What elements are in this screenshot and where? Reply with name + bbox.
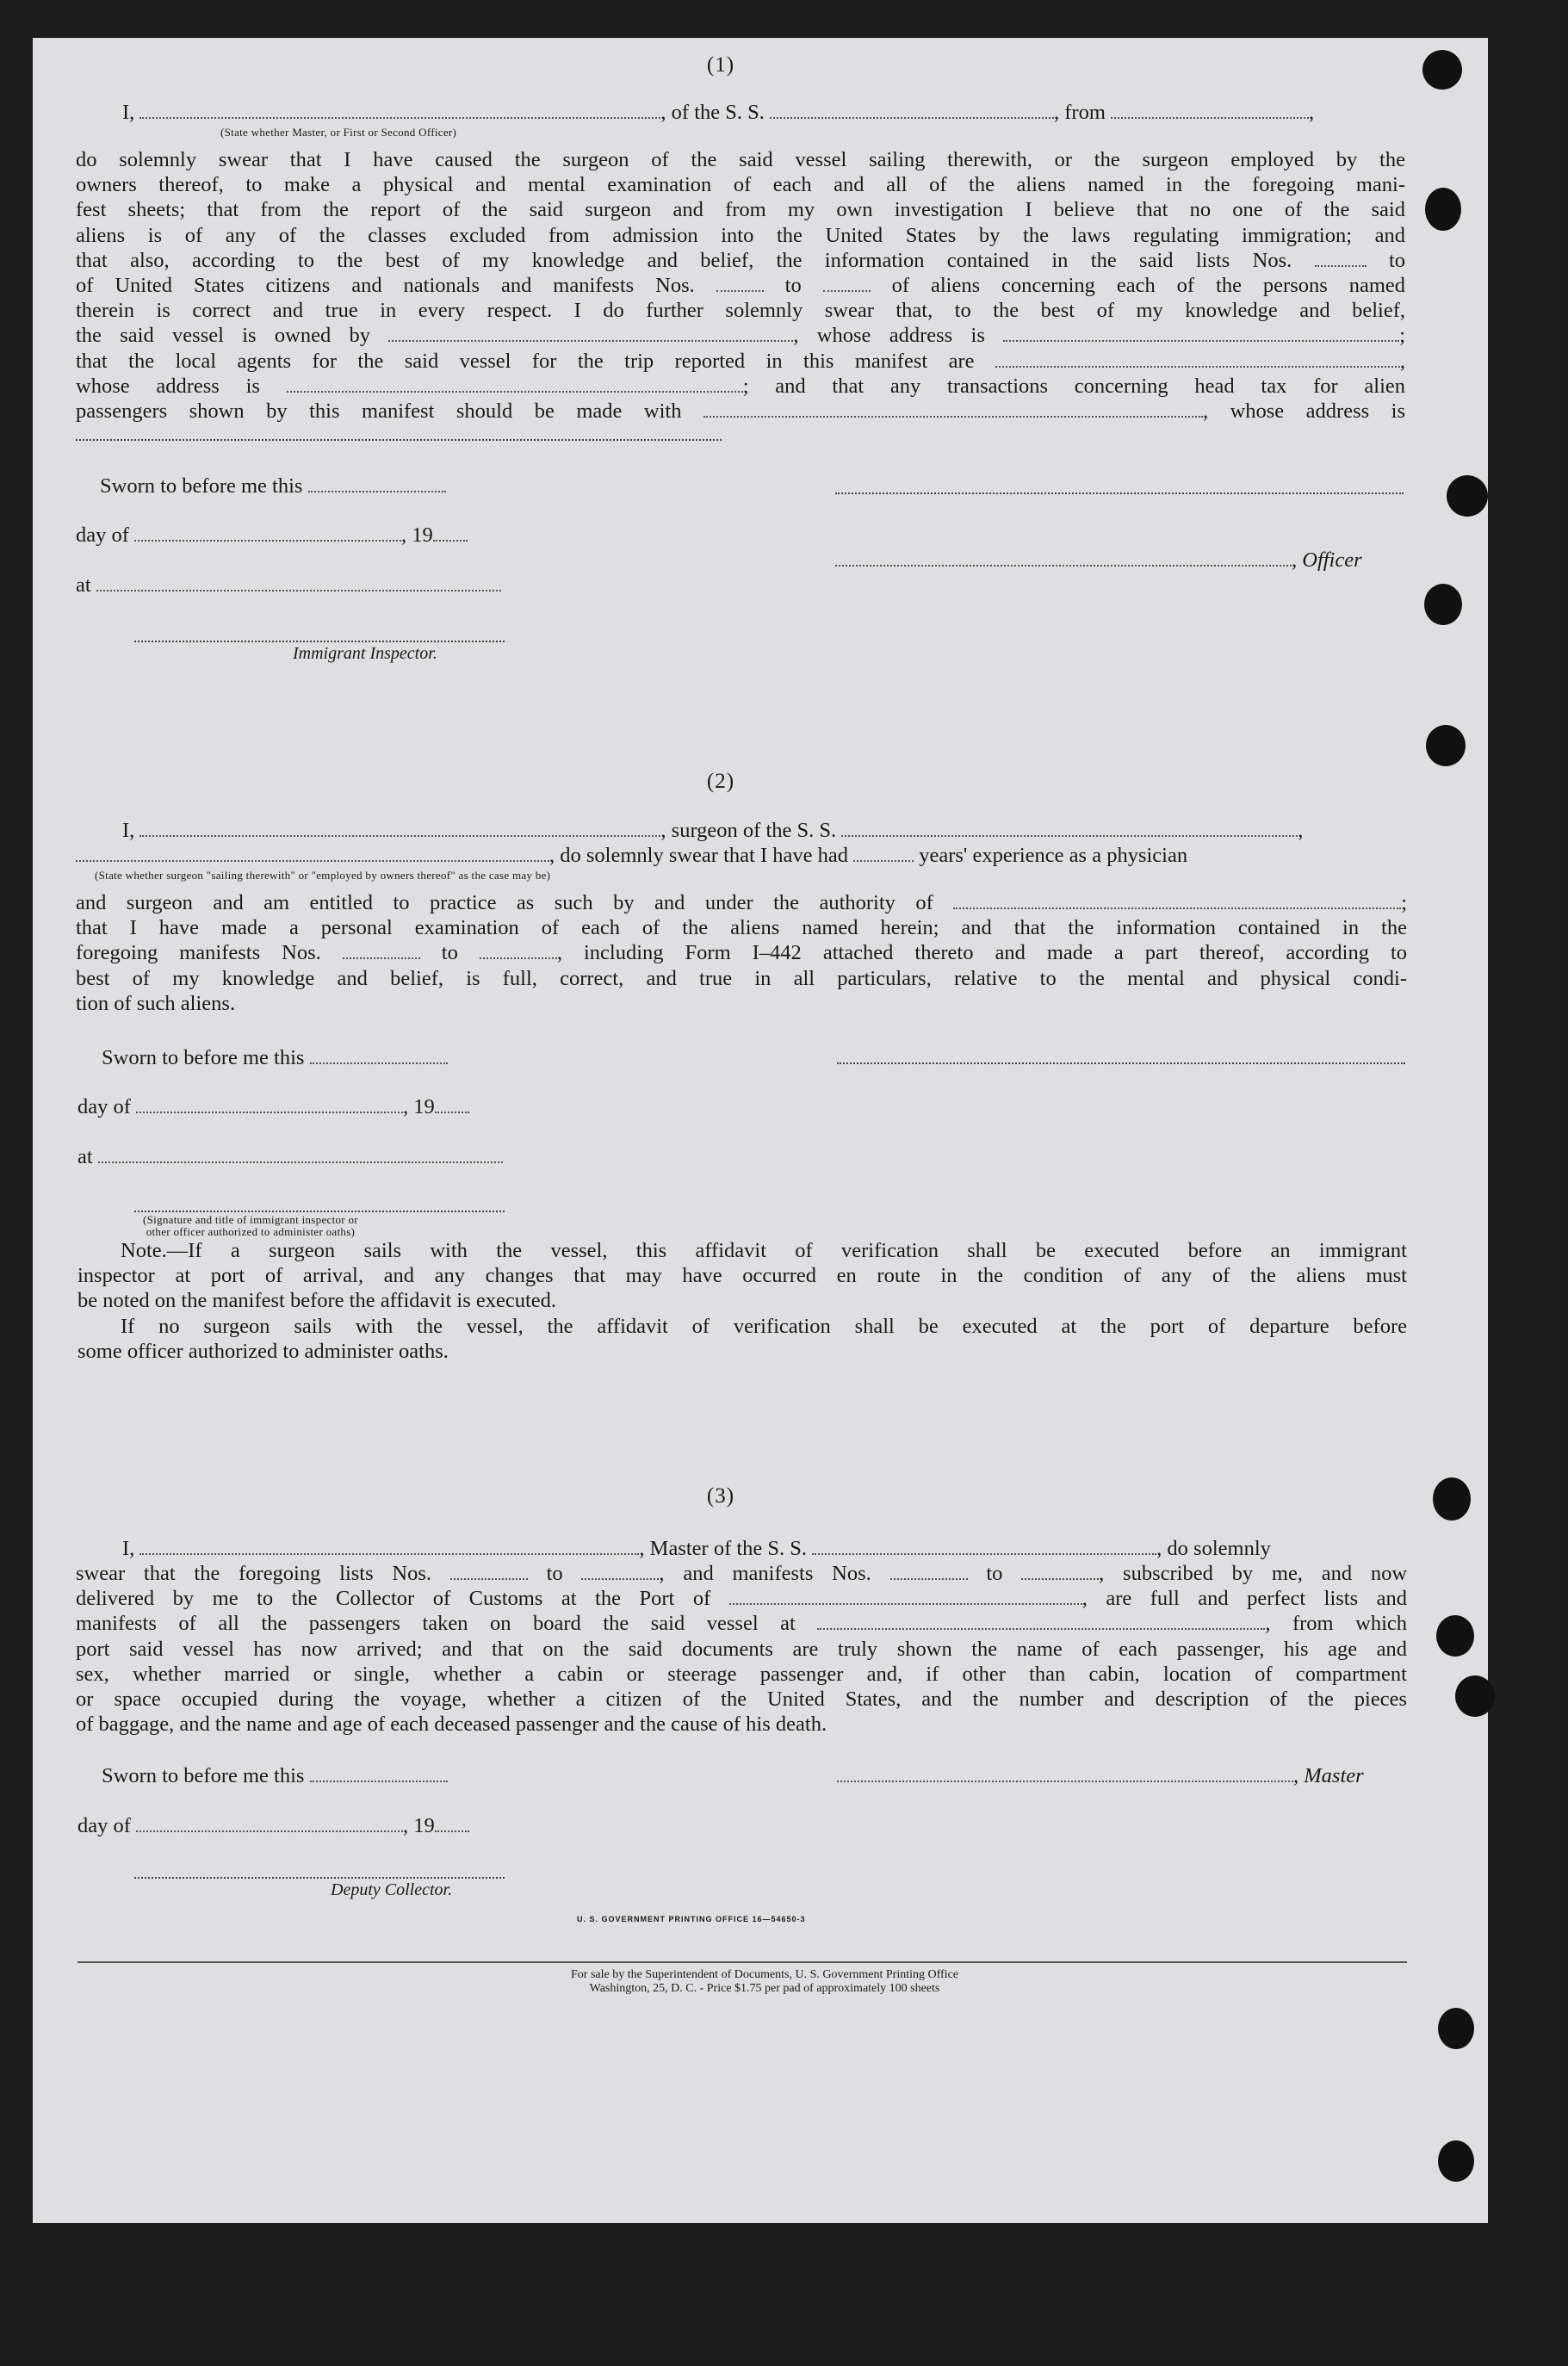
s2-vessel-field[interactable] xyxy=(841,820,1298,837)
s3-line1 xyxy=(122,1536,1271,1561)
s2-manifest-from-field[interactable] xyxy=(343,942,420,959)
s2-sworn-date-field[interactable] xyxy=(310,1047,448,1064)
text: delivered by me to the Collector of Customs at the Port of xyxy=(76,1587,711,1611)
footer-divider xyxy=(77,1961,1407,1963)
punch-hole xyxy=(1436,1615,1474,1657)
note-line: If no surgeon sails with the vessel, the affidavit of verification shall be executed at the port of departure before xyxy=(121,1314,1407,1338)
s1-body xyxy=(76,147,1405,424)
text: Washington, 25, D. C. - Price $1.75 per pad of approximately 100 sheets xyxy=(589,1982,940,1995)
s3-lists-line xyxy=(76,1561,1407,1586)
s2-surgeon-note: (State whether surgeon "sailing therewith" or "employed by owners thereof" as the case may be) xyxy=(95,869,551,882)
text: , Master of the S. S. xyxy=(639,1537,808,1560)
s3-vessel-field[interactable] xyxy=(812,1538,1156,1555)
text: , subscribed by me, and now xyxy=(1099,1562,1408,1585)
text: , whose address is xyxy=(1202,399,1405,424)
s3-manifest-from-field[interactable] xyxy=(890,1563,968,1580)
s2-body-line: that I have made a personal examination of each of the aliens named herein; and that the information contained in the xyxy=(76,916,1407,940)
text: , whose address is xyxy=(793,324,985,348)
text: manifests of all the passengers taken on board the said vessel at xyxy=(76,1612,796,1636)
s3-master xyxy=(837,1763,1364,1788)
label-to: to xyxy=(784,274,802,298)
s1-officer xyxy=(835,548,1362,573)
label-i: I, xyxy=(122,101,135,124)
label-to: to xyxy=(546,1562,563,1585)
punch-hole xyxy=(1433,1477,1471,1521)
punch-hole xyxy=(1425,188,1461,231)
s3-body xyxy=(76,1561,1407,1737)
document-page xyxy=(33,38,1488,2223)
text: , Officer xyxy=(1292,548,1362,572)
s3-port-line xyxy=(76,1586,1407,1611)
s2-body-line: best of my knowledge and belief, is full, correct, and true in all particulars, relative to the mental and physical condi- xyxy=(76,966,1407,990)
s2-body xyxy=(76,890,1407,1016)
deputy-signature-line[interactable] xyxy=(134,1877,505,1879)
s3-manifest-to-field[interactable] xyxy=(1021,1563,1099,1580)
text: (Signature and title of immigrant inspector or xyxy=(143,1213,358,1226)
s3-day xyxy=(77,1813,469,1838)
list-no-from-field[interactable] xyxy=(1315,250,1367,267)
s2-inspector-signature-line[interactable] xyxy=(134,1211,505,1212)
s2-manifest-to-field[interactable] xyxy=(480,942,557,959)
section-number-2: (2) xyxy=(706,770,735,793)
s3-year-field[interactable] xyxy=(435,1815,469,1832)
s2-body-authority: and surgeon and am entitled to practice as such by and under the authority of ; xyxy=(76,891,1407,914)
note-line: be noted on the manifest before the affidavit is executed. xyxy=(77,1289,557,1313)
text: swear that the foregoing lists Nos. xyxy=(76,1562,432,1585)
agents-address-field[interactable] xyxy=(287,375,743,393)
s2-line2 xyxy=(76,843,1187,868)
s1-officer-note: (State whether Master, or First or Second Officer) xyxy=(220,126,457,139)
s2-day-month-field[interactable] xyxy=(136,1096,403,1113)
s2-year-field[interactable] xyxy=(435,1096,469,1113)
s2-at-place-field[interactable] xyxy=(98,1146,503,1163)
s1-body-line: do solemnly swear that I have caused the surgeon of the said vessel sailing therewith, or the surgeon employed by the xyxy=(76,148,1405,171)
headtax-address-field[interactable] xyxy=(76,439,722,441)
s3-body-line: sex, whether married or single, whether a cabin or steerage passenger and, if other than cabin, location of compartment xyxy=(76,1662,1407,1686)
manifest-no-from-field[interactable] xyxy=(716,275,764,292)
s1-day xyxy=(76,523,468,548)
label-to: to xyxy=(1388,248,1406,272)
s1-body-line-manifests xyxy=(76,273,1405,298)
text: , are full and perfect lists and xyxy=(1081,1587,1407,1611)
s2-sig-note xyxy=(143,1214,358,1238)
agents-field[interactable] xyxy=(995,350,1400,368)
inspector-label: Immigrant Inspector. xyxy=(293,644,437,663)
note-line: some officer authorized to administer oaths. xyxy=(77,1339,449,1363)
note-line: Note.—If a surgeon sails with the vessel, this affidavit of verification shall be executed before an immigrant xyxy=(121,1239,1407,1262)
at-place-field[interactable] xyxy=(96,574,501,592)
text: whose address is xyxy=(76,374,260,398)
s1-body-line-address xyxy=(76,374,1405,399)
officer-field[interactable] xyxy=(835,549,1292,567)
headtax-agent-field[interactable] xyxy=(703,400,1203,418)
text: of aliens concerning each of the persons named xyxy=(891,274,1406,298)
s3-body-line: of baggage, and the name and age of each deceased passenger and the cause of his death. xyxy=(76,1713,827,1737)
surgeon-name-field[interactable] xyxy=(139,820,660,837)
s2-note xyxy=(77,1238,1407,1364)
text: Sworn to before me this xyxy=(102,1046,305,1069)
text: , do solemnly xyxy=(1156,1537,1271,1560)
text: at xyxy=(77,1145,93,1168)
text: , surgeon of the S. S. xyxy=(660,819,837,842)
deputy-label: Deputy Collector. xyxy=(331,1880,453,1899)
punch-hole xyxy=(1426,725,1466,766)
label-from: , from xyxy=(1054,101,1106,124)
comma: , xyxy=(1309,101,1315,124)
s1-line1 xyxy=(122,100,1314,125)
text: the said vessel is owned by xyxy=(76,324,371,348)
s3-sworn-date-field[interactable] xyxy=(310,1765,448,1782)
s2-signature-line[interactable] xyxy=(837,1062,1405,1064)
text: , including Form I–442 attached thereto and made a part thereof, according to xyxy=(556,941,1408,965)
s2-line1: I, , surgeon of the S. S. , xyxy=(122,819,1304,842)
s1-body-line-headtax xyxy=(76,399,1405,424)
punch-hole xyxy=(1438,2140,1474,2182)
punch-hole xyxy=(1438,2008,1474,2049)
s3-sworn xyxy=(102,1763,448,1788)
s1-sworn xyxy=(100,474,446,499)
owner-address-field[interactable] xyxy=(1003,325,1399,342)
text: that the local agents for the said vessel for the trip reported in this manifest are xyxy=(76,349,975,373)
label-to: to xyxy=(441,941,458,965)
master-name-field[interactable] xyxy=(139,1538,639,1555)
text: , from which xyxy=(1265,1612,1407,1636)
text: foregoing manifests Nos. xyxy=(76,941,321,965)
s1-body-line: fest sheets; that from the report of the said surgeon and from my own investigation I believe that no one of the said xyxy=(76,198,1405,222)
label-i: I, xyxy=(122,1537,135,1560)
s1-at xyxy=(76,573,501,598)
vessel-field[interactable] xyxy=(770,102,1054,119)
text: , do solemnly swear that I have had xyxy=(549,844,848,867)
s3-body-line: port said vessel has now arrived; and that on the said documents are truly shown the name of each passenger, his age and xyxy=(76,1637,1407,1661)
text: passengers shown by this manifest should be made with xyxy=(76,399,682,424)
boarding-port-field[interactable] xyxy=(817,1613,1265,1630)
label-i: I, xyxy=(122,819,135,842)
text: of United States citizens and nationals and manifests Nos. xyxy=(76,274,695,298)
authority-field[interactable] xyxy=(953,892,1401,909)
gpo-line: U. S. GOVERNMENT PRINTING OFFICE 16—54650-3 xyxy=(577,1915,806,1923)
punch-hole xyxy=(1447,475,1488,517)
year-field[interactable] xyxy=(433,524,468,542)
text: ; and that any transactions concerning head tax for alien xyxy=(742,374,1406,398)
text: day of xyxy=(76,523,129,547)
name-field[interactable] xyxy=(139,102,660,119)
inspector-signature-line[interactable] xyxy=(134,641,505,642)
label-to: to xyxy=(986,1562,1003,1585)
text: that also, according to the best of my knowledge and belief, the information contained in the said lists Nos. xyxy=(76,248,1292,272)
s1-body-line: therein is correct and true in every respect. I do further solemnly swear that, to the best of my knowledge and belief, xyxy=(76,299,1405,323)
from-field[interactable] xyxy=(1111,102,1309,119)
port-field[interactable] xyxy=(729,1588,1082,1605)
master-signature-field[interactable] xyxy=(837,1765,1293,1782)
note-line: inspector at port of arrival, and any changes that may have occurred en route in the condition of any of the aliens must xyxy=(77,1264,1407,1288)
s3-lists-to-field[interactable] xyxy=(581,1563,659,1580)
s1-body-line: owners thereof, to make a physical and mental examination of each and all of the aliens named in the foregoing mani- xyxy=(76,173,1405,197)
manifest-no-to-field[interactable] xyxy=(823,275,871,292)
text: , and manifests Nos. xyxy=(659,1562,871,1585)
owner-field[interactable] xyxy=(388,325,793,342)
surgeon-type-field[interactable] xyxy=(76,845,549,862)
s2-at xyxy=(77,1144,503,1169)
text: , 19 xyxy=(403,1814,435,1837)
s2-body-manifests xyxy=(76,940,1407,965)
text: other officer authorized to administer oaths) xyxy=(146,1225,356,1238)
label-of-ss: , of the S. S. xyxy=(660,101,765,124)
day-month-field[interactable] xyxy=(134,524,401,542)
sworn-date-field[interactable] xyxy=(308,475,446,492)
footer-text xyxy=(420,1968,1109,1996)
s1-body-line-agents: that the local agents for the said vessel for the trip reported in this manifest are , xyxy=(76,349,1406,373)
text: Sworn to before me this xyxy=(100,474,303,498)
punch-hole xyxy=(1455,1675,1495,1717)
section-number-1: (1) xyxy=(706,53,735,77)
punch-hole xyxy=(1424,584,1462,625)
text: day of xyxy=(77,1095,131,1118)
text: day of xyxy=(77,1814,131,1837)
punch-hole xyxy=(1422,50,1462,90)
s1-body-line-lists xyxy=(76,248,1405,273)
s1-signature-line[interactable] xyxy=(835,492,1404,494)
text: and surgeon and am entitled to practice as such by and under the authority of xyxy=(76,891,933,914)
text: at xyxy=(76,573,91,597)
text: , 19 xyxy=(403,1095,435,1118)
s3-body-line: or space occupied during the voyage, whether a citizen of the United States, and the number and description of the pieces xyxy=(76,1688,1407,1712)
s2-sworn xyxy=(102,1045,448,1070)
s2-body-line: tion of such aliens. xyxy=(76,991,236,1015)
text: Sworn to before me this xyxy=(102,1764,305,1787)
s1-body-line: aliens is of any of the classes excluded from admission into the United States by the laws regulating immigration; and xyxy=(76,223,1405,247)
section-number-3: (3) xyxy=(706,1484,735,1508)
s3-lists-from-field[interactable] xyxy=(450,1563,528,1580)
s3-day-month-field[interactable] xyxy=(136,1815,403,1832)
text: , 19 xyxy=(401,523,433,547)
s1-body-line-owned: the said vessel is owned by , whose address is ; xyxy=(76,324,1406,348)
s2-day xyxy=(77,1094,469,1119)
s3-boarded-line xyxy=(76,1611,1407,1636)
years-field[interactable] xyxy=(853,845,914,862)
text: years' experience as a physician xyxy=(919,844,1188,867)
text: For sale by the Superintendent of Documents, U. S. Government Printing Office xyxy=(571,1968,958,1981)
text: , Master xyxy=(1293,1764,1364,1787)
